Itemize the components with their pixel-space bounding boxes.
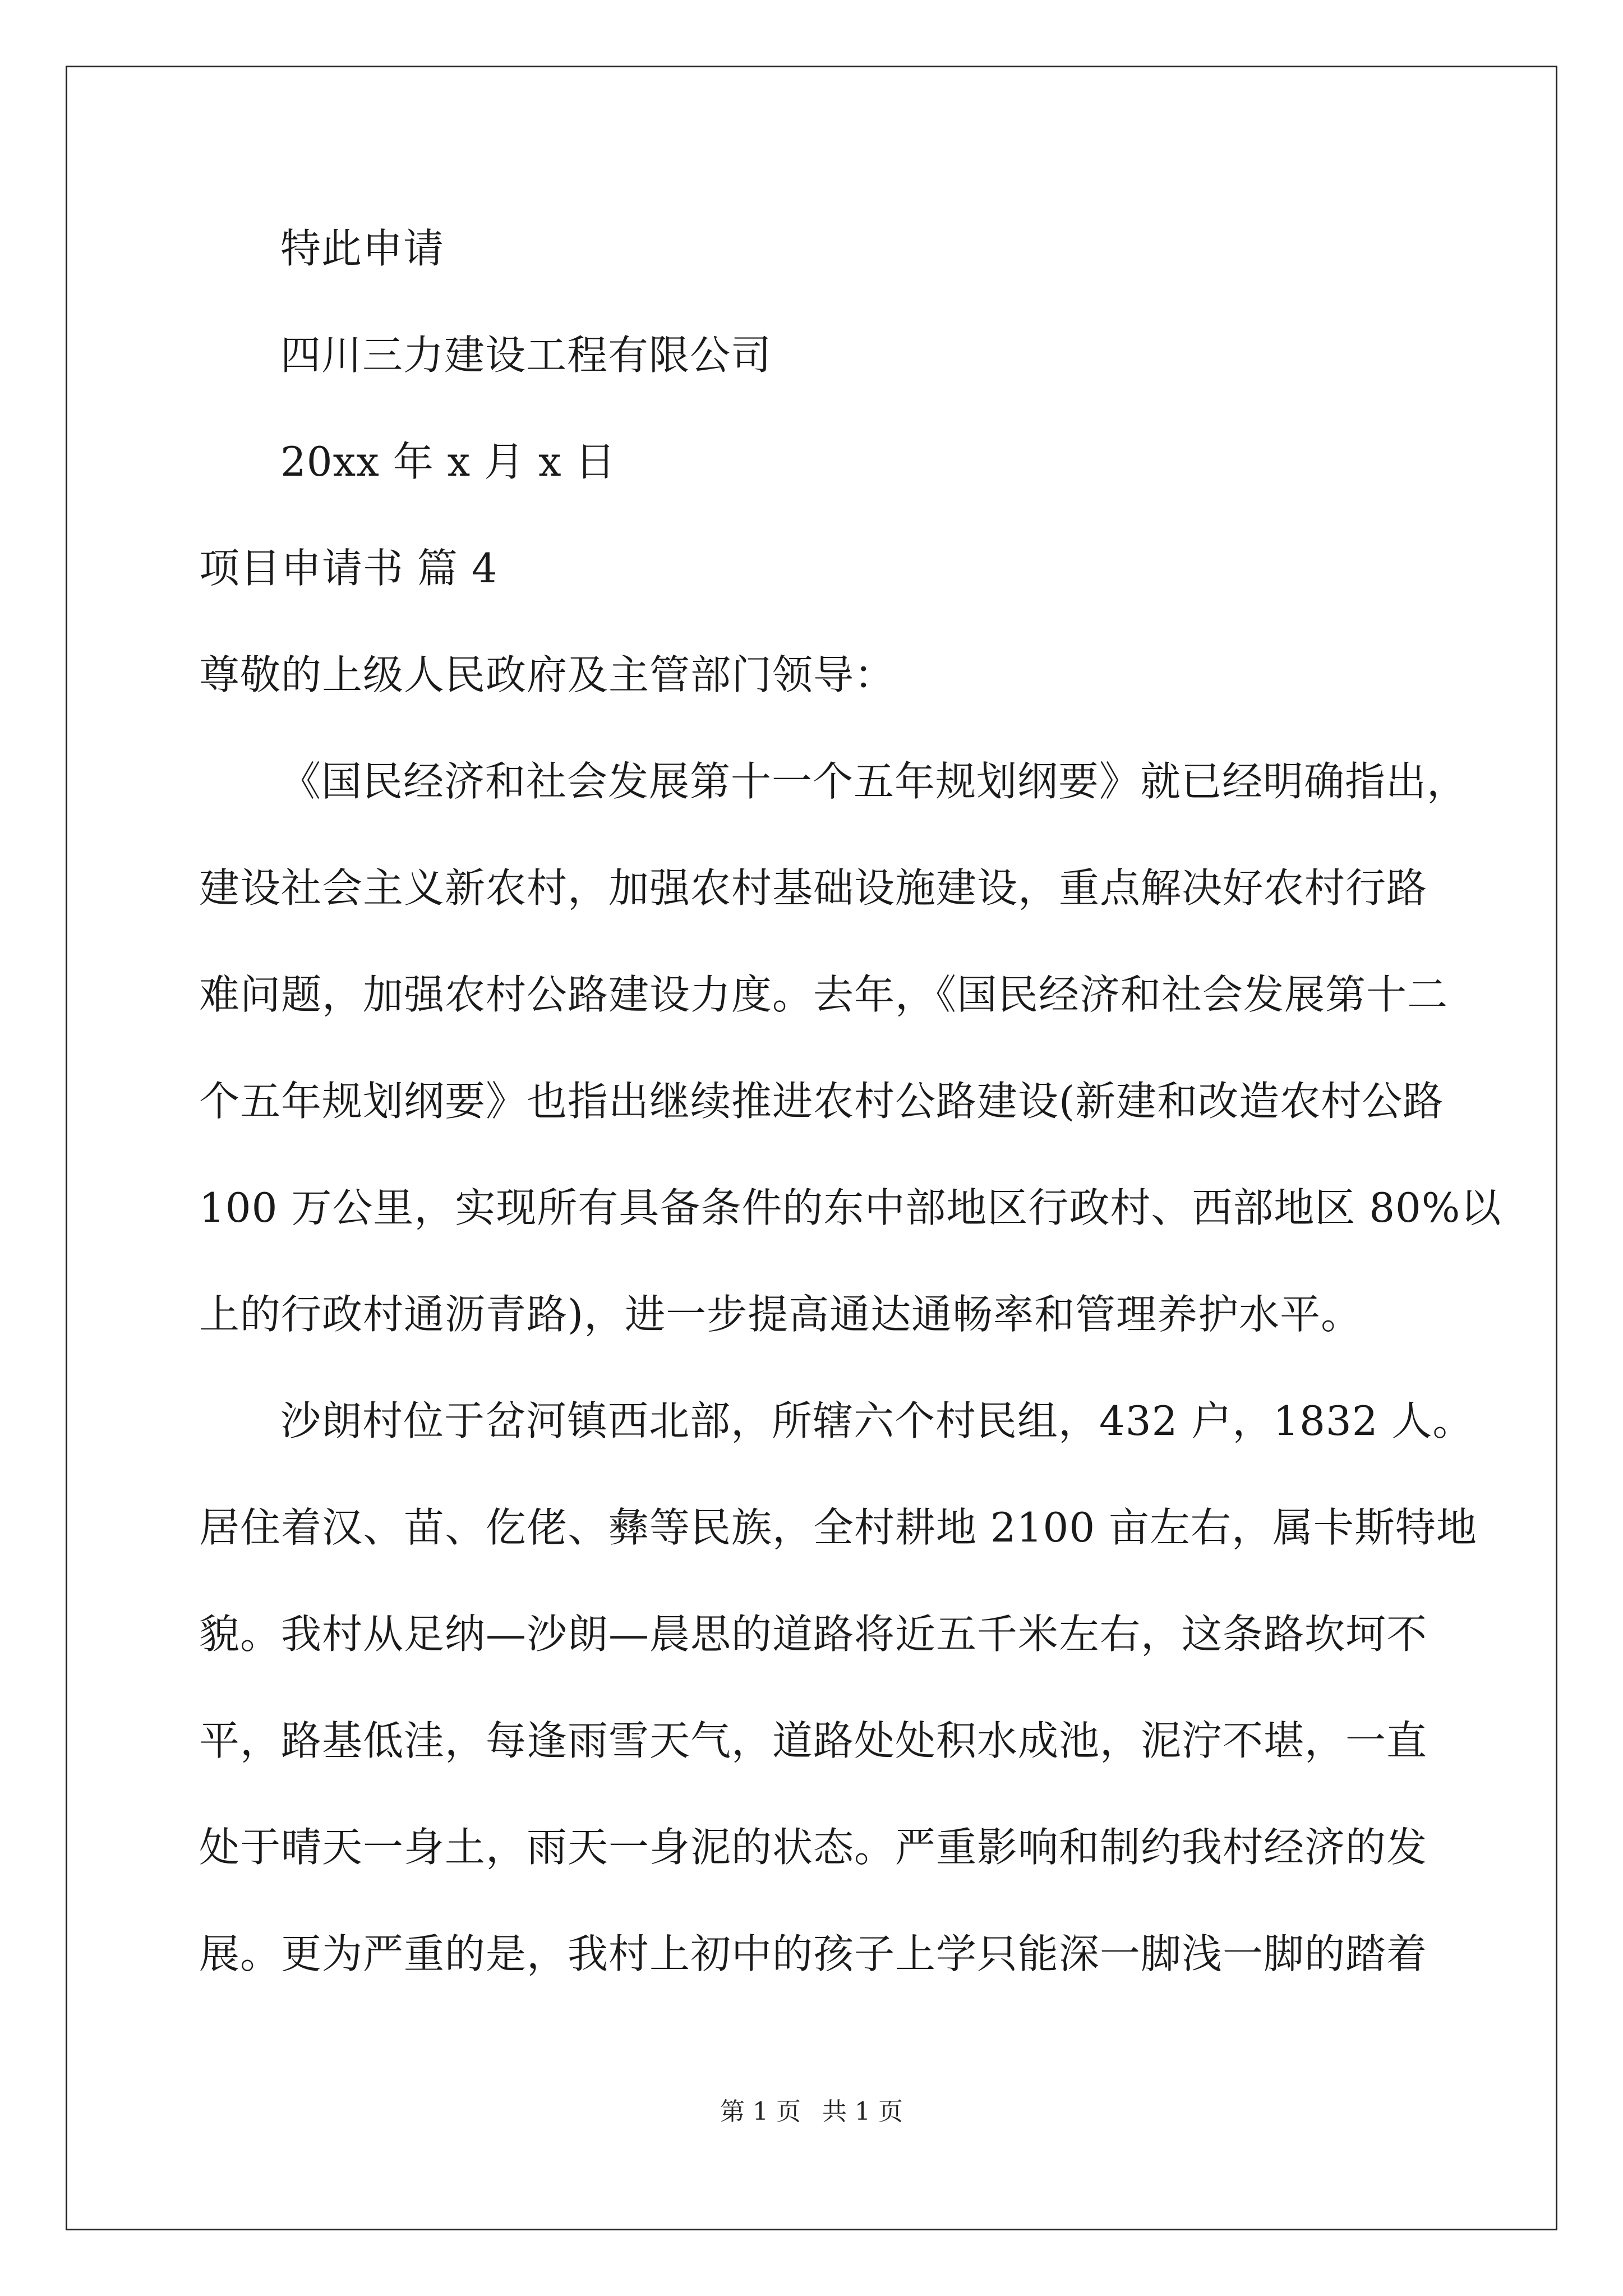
paragraph-2-line-5: 处于晴天一身土，雨天一身泥的状态。严重影响和制约我村经济的发 xyxy=(199,1824,1428,1871)
date-line: 20xx 年 x 月 x 日 xyxy=(280,438,616,485)
paragraph-1-line-1: 《国民经济和社会发展第十一个五年规划纲要》就已经明确指出， xyxy=(280,758,1468,805)
paragraph-2-line-6: 展。更为严重的是，我村上初中的孩子上学只能深一脚浅一脚的踏着 xyxy=(199,1930,1428,1977)
paragraph-2-line-2: 居住着汉、苗、仡佬、彝等民族，全村耕地 2100 亩左右，属卡斯特地 xyxy=(199,1504,1478,1551)
paragraph-2-line-1: 沙朗村位于岔河镇西北部，所辖六个村民组，432 户，1832 人。 xyxy=(280,1397,1474,1444)
paragraph-1-line-4: 个五年规划纲要》也指出继续推进农村公路建设(新建和改造农村公路 xyxy=(199,1078,1444,1125)
paragraph-1-line-3: 难问题，加强农村公路建设力度。去年，《国民经济和社会发展第十二 xyxy=(199,971,1449,1018)
page-footer xyxy=(0,2095,1623,2129)
section-heading: 项目申请书 篇 4 xyxy=(199,545,498,592)
closing-phrase: 特此申请 xyxy=(280,225,445,272)
paragraph-1-line-6: 上的行政村通沥青路)，进一步提高通达通畅率和管理养护水平。 xyxy=(199,1291,1362,1338)
company-name: 四川三力建设工程有限公司 xyxy=(280,332,772,379)
paragraph-1-line-5: 100 万公里，实现所有具备条件的东中部地区行政村、西部地区 80%以 xyxy=(199,1184,1502,1231)
paragraph-2-line-3: 貌。我村从足纳—沙朗—晨思的道路将近五千米左右，这条路坎坷不 xyxy=(199,1611,1428,1658)
paragraph-1-line-2: 建设社会主义新农村，加强农村基础设施建设，重点解决好农村行路 xyxy=(199,864,1428,912)
page-number: 第 1 页 xyxy=(720,2097,801,2126)
paragraph-2-line-4: 平，路基低洼，每逢雨雪天气，道路处处积水成池，泥泞不堪，一直 xyxy=(199,1717,1428,1764)
page-border xyxy=(66,66,1557,2230)
salutation: 尊敬的上级人民政府及主管部门领导： xyxy=(199,651,896,698)
page-total: 共 1 页 xyxy=(822,2097,903,2126)
